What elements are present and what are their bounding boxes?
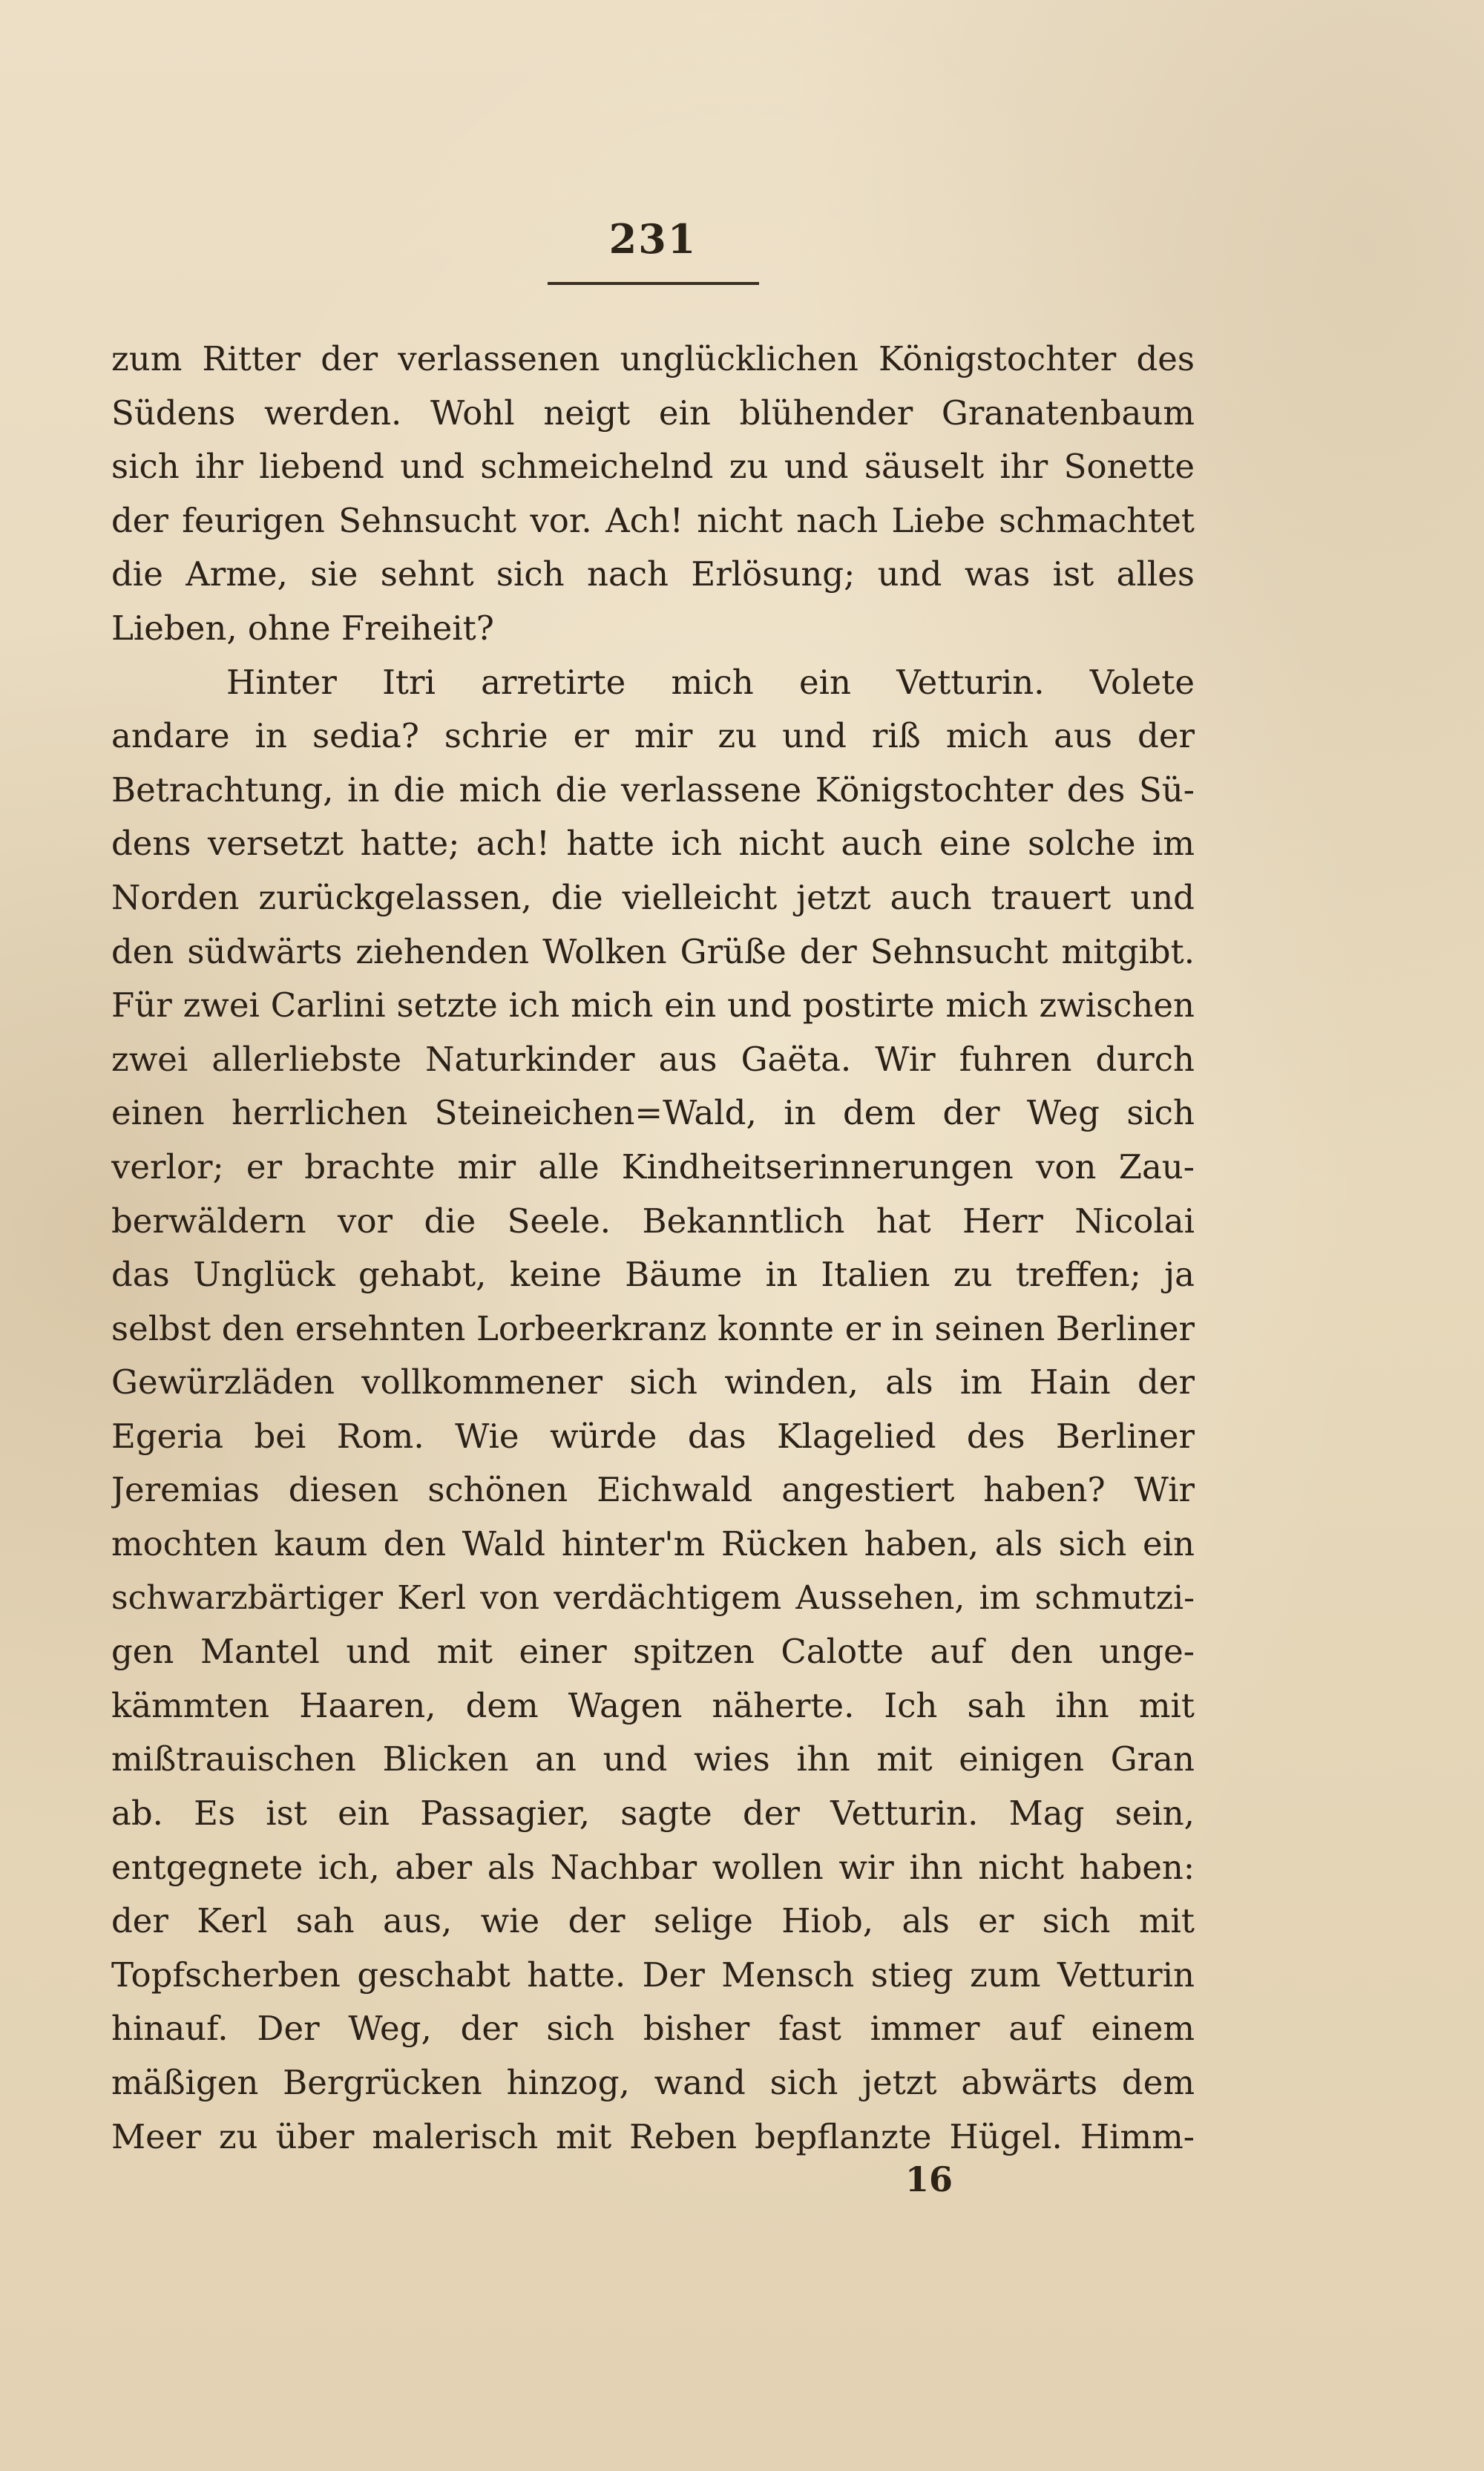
text-line: das Unglück gehabt, keine Bäume in Italien zu treffen; ja (111, 1255, 1195, 1295)
text-line: verlor; er brachte mir alle Kindheitserinnerungen von Zau- (111, 1146, 1195, 1187)
text-line: ab. Es ist ein Passagier, sagte der Vetturin. Mag sein, (111, 1794, 1195, 1834)
text-line: kämmten Haaren, dem Wagen näherte. Ich sah ihn mit (111, 1685, 1195, 1725)
page-number: 231 (608, 215, 697, 263)
text-line: zum Ritter der verlassenen unglücklichen Königstochter des (111, 339, 1195, 378)
text-line: Topfscherben geschabt hatte. Der Mensch stieg zum Vetturin (111, 1955, 1195, 1995)
text-line: Betrachtung, in die mich die verlassene Königstochter des Sü- (111, 769, 1195, 810)
text-line: der Kerl sah aus, wie der selige Hiob, als er sich mit (111, 1901, 1195, 1941)
signature-mark: 16 (905, 2159, 953, 2199)
text-line: schwarzbärtiger Kerl von verdächtigem Aussehen, im schmutzi- (111, 1578, 1195, 1617)
text-line: mäßigen Bergrücken hinzog, wand sich jetzt abwärts dem (111, 2063, 1195, 2102)
text-line: der feurigen Sehnsucht vor. Ach! nicht nach Liebe schmachtet (111, 500, 1195, 540)
text-line: sich ihr liebend und schmeichelnd zu und säuselt ihr Sonette (111, 447, 1195, 487)
text-line: berwäldern vor die Seele. Bekanntlich hat Herr Nicolai (111, 1201, 1195, 1241)
text-line: dens versetzt hatte; ach! hatte ich nicht auch eine solche im (111, 824, 1195, 864)
text-line: selbst den ersehnten Lorbeerkranz konnte er in seinen Berliner (111, 1308, 1195, 1348)
text-line: mißtrauischen Blicken an und wies ihn mit einigen Gran (111, 1739, 1195, 1779)
text-line: Gewürzläden vollkommener sich winden, als im Hain der (111, 1362, 1195, 1402)
text-line: Lieben, ohne Freiheit? (111, 608, 494, 648)
text-line: Meer zu über malerisch mit Reben bepflanzte Hügel. Himm- (111, 2116, 1195, 2156)
text-line: Südens werden. Wohl neigt ein blühender Granatenbaum (111, 393, 1195, 433)
body-text (111, 332, 1195, 2164)
text-line: mochten kaum den Wald hinter'm Rücken haben, als sich ein (111, 1524, 1195, 1564)
text-line: Norden zurückgelassen, die vielleicht jetzt auch trauert und (111, 877, 1195, 917)
text-line: einen herrlichen Steineichen=Wald, in dem der Weg sich (111, 1093, 1195, 1133)
text-line: Hinter Itri arretirte mich ein Vetturin. Volete (226, 662, 1195, 702)
text-line: Jeremias diesen schönen Eichwald angestiert haben? Wir (111, 1470, 1195, 1510)
text-line: den südwärts ziehenden Wolken Grüße der Sehnsucht mitgibt. (111, 931, 1195, 971)
text-line: Egeria bei Rom. Wie würde das Klagelied des Berliner (111, 1416, 1195, 1456)
header-rule (548, 282, 759, 285)
text-line: Für zwei Carlini setzte ich mich ein und postirte mich zwischen (111, 985, 1195, 1026)
text-line: zwei allerliebste Naturkinder aus Gaëta. Wir fuhren durch (111, 1039, 1195, 1079)
text-line: hinauf. Der Weg, der sich bisher fast immer auf einem (111, 2009, 1195, 2049)
text-line: andare in sedia? schrie er mir zu und riß mich aus der (111, 716, 1195, 756)
text-line: gen Mantel und mit einer spitzen Calotte auf den unge- (111, 1632, 1195, 1672)
text-line: die Arme, sie sehnt sich nach Erlösung; und was ist alles (111, 554, 1195, 594)
text-line: entgegnete ich, aber als Nachbar wollen wir ihn nicht haben: (111, 1847, 1195, 1887)
